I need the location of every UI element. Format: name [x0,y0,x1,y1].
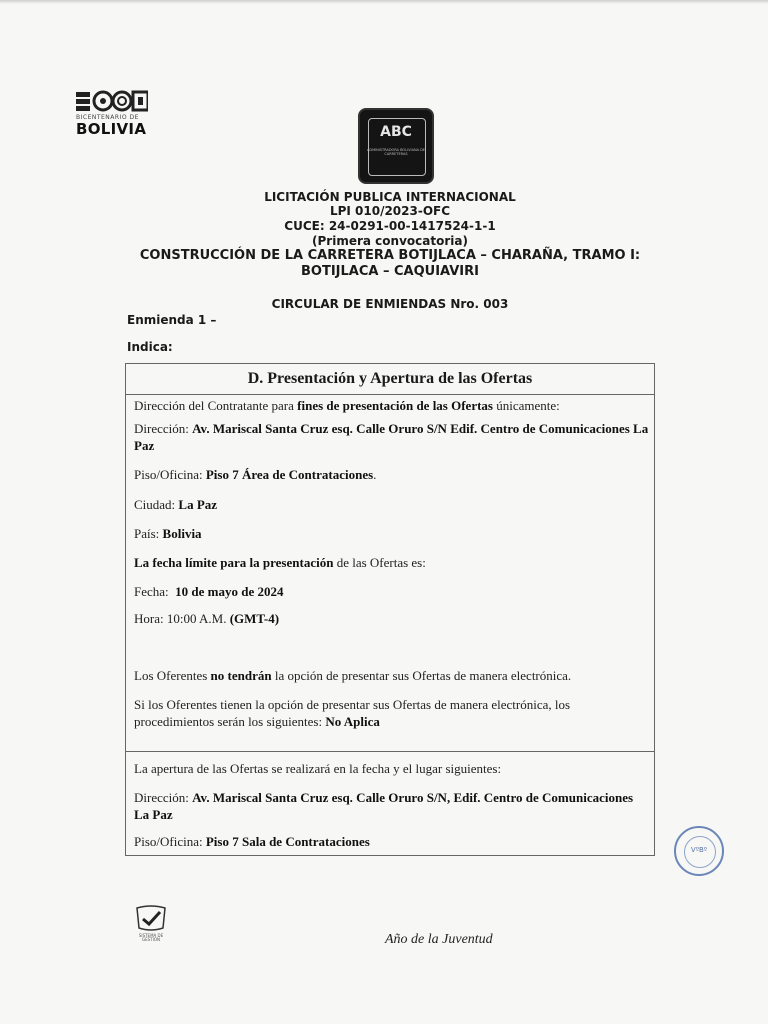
electronica-paragraph: Si los Oferentes tienen la opción de presentar sus Ofertas de manera electrónica, los procedimientos serán los siguientes: No Aplica [134,697,571,729]
bicentenario-label: BICENTENARIO DE [76,114,139,121]
fecha-limite-paragraph: La fecha límite para la presentación de las Ofertas es: [134,555,426,570]
abc-logo-subtitle: ADMINISTRADORA BOLIVIANA DE CARRETERAS [366,148,425,156]
direccion-apertura-paragraph: Dirección: Av. Mariscal Santa Cruz esq. Calle Oruro S/N, Edif. Centro de Comunicaciones La Paz [134,790,634,822]
piso-apertura-paragraph: Piso/Oficina: Piso 7 Sala de Contrataciones [134,834,370,849]
hora-paragraph: Hora: 10:00 A.M. (GMT-4) [134,611,280,626]
section-title: D. Presentación y Apertura de las Ofertas [126,364,654,395]
header-line-1: LICITACIÓN PUBLICA INTERNACIONAL [264,190,516,204]
section-box [125,363,655,856]
direccion-paragraph: Dirección: Av. Mariscal Santa Cruz esq. Calle Oruro S/N Edif. Centro de Comunicaciones La Paz [134,421,649,453]
pais-paragraph: País: Bolivia [134,526,202,541]
approval-stamp [674,826,724,876]
fecha-paragraph: Fecha: 10 de mayo de 2024 [134,584,284,599]
contratante-paragraph: Dirección del Contratante para fines de presentación de las Ofertas únicamente: [134,398,560,413]
indica-label: Indica: [127,340,173,354]
stamp-text: VºBº [690,846,708,854]
sistema-gestion-label: SISTEMA DE GESTIÓN [138,933,164,942]
abc-logo [358,108,434,184]
bicentenario-bolivia-logo [76,90,148,138]
piso-paragraph: Piso/Oficina: Piso 7 Área de Contrataciones. [134,467,377,482]
header-project-title-1: CONSTRUCCIÓN DE LA CARRETERA BOTIJLACA – CHARAÑA, TRAMO I: [139,248,641,263]
ciudad-paragraph: Ciudad: La Paz [134,497,218,512]
footer-motto: Año de la Juventud [385,932,493,947]
apertura-paragraph: La apertura de las Ofertas se realizará en la fecha y el lugar siguientes: [134,761,502,776]
header-line-2: LPI 010/2023-OFC [329,204,451,218]
check-seal-icon [133,904,169,932]
bicentenario-emblem-icon [76,90,148,112]
abc-logo-text: ABC [380,124,412,140]
circular-title: CIRCULAR DE ENMIENDAS Nro. 003 [271,297,509,311]
enmienda-label: Enmienda 1 – [127,313,217,327]
header-project-title-2: BOTIJLACA – CAQUIAVIRI [301,264,479,279]
section-divider [126,751,654,752]
sistema-gestion-logo [133,904,169,946]
header-line-4: (Primera convocatoria) [312,234,468,248]
header-line-3: CUCE: 24-0291-00-1417524-1-1 [284,219,496,233]
scan-edge [0,0,768,4]
oferentes-paragraph: Los Oferentes no tendrán la opción de presentar sus Ofertas de manera electrónica. [134,668,572,683]
bolivia-label: BOLIVIA [76,120,147,138]
